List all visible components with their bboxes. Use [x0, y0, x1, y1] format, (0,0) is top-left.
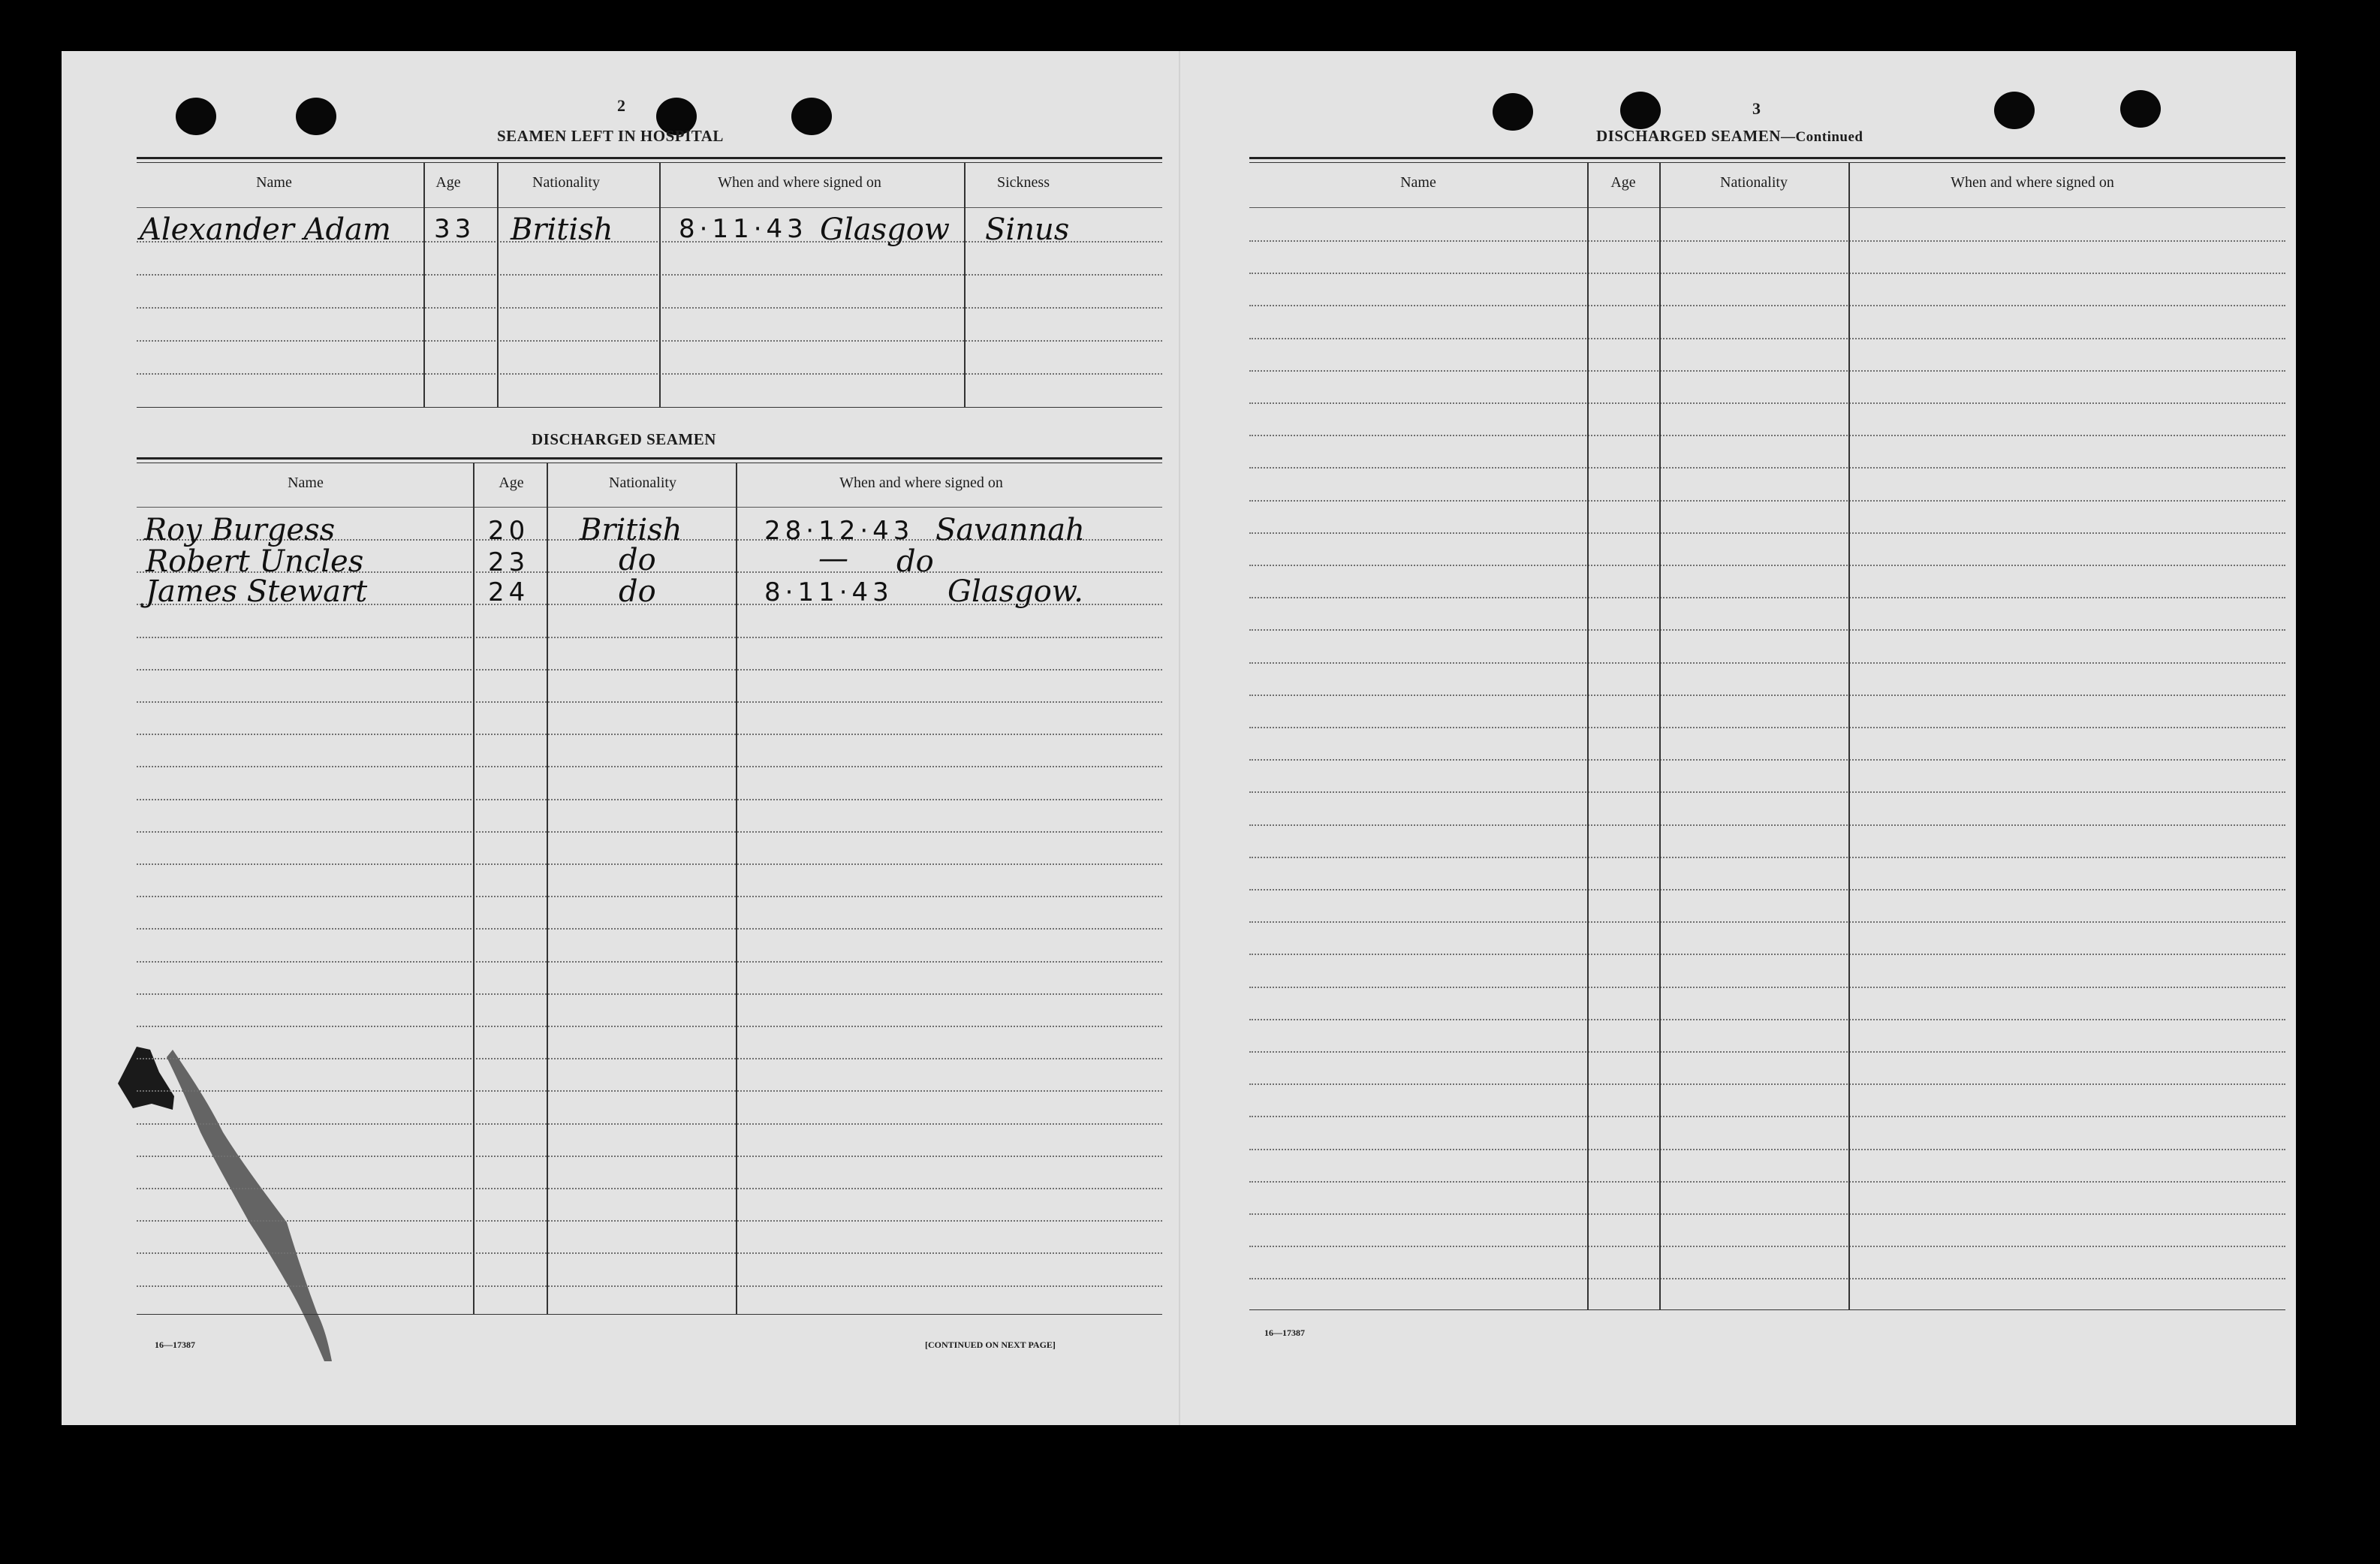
- hospital-nationality: British: [511, 212, 613, 247]
- hospital-place: Glasgow: [820, 212, 950, 247]
- column-header-name: Name: [256, 174, 292, 191]
- header-rule: [137, 507, 1162, 508]
- table-bottom-rule: [137, 407, 1162, 408]
- punch-hole: [1493, 93, 1533, 131]
- row-line: [1249, 1019, 2285, 1020]
- document-sheet: [62, 51, 2296, 1425]
- row-line: [137, 1026, 1162, 1027]
- punch-hole: [1620, 92, 1661, 129]
- hospital-name: Alexander Adam: [140, 212, 391, 247]
- discharged-name: Roy Burgess: [144, 513, 336, 547]
- page-number: 3: [1752, 99, 1761, 118]
- discharged-date: 8·11·43: [764, 577, 893, 607]
- discharged-place: do: [896, 544, 934, 579]
- header-rule: [137, 207, 1162, 208]
- row-line: [137, 1123, 1162, 1125]
- row-line: [137, 1058, 1162, 1059]
- row-line: [1249, 954, 2285, 955]
- row-line: [1249, 1213, 2285, 1215]
- discharged-age: 24: [488, 577, 530, 607]
- column-header-name: Name: [288, 475, 324, 491]
- row-line: [137, 1156, 1162, 1157]
- row-line: [137, 799, 1162, 800]
- row-line: [1249, 273, 2285, 274]
- row-line: [137, 831, 1162, 833]
- row-line: [1249, 370, 2285, 372]
- title-main: DISCHARGED SEAMEN: [1596, 127, 1781, 145]
- ink-stain: [62, 51, 512, 1425]
- row-line: [1249, 240, 2285, 242]
- hospital-sickness: Sinus: [985, 212, 1070, 247]
- continued-note: [CONTINUED ON NEXT PAGE]: [925, 1339, 1056, 1350]
- row-line: [137, 307, 1162, 309]
- row-line: [137, 766, 1162, 767]
- table-bottom-rule: [137, 1314, 1162, 1315]
- title-continued: —Continued: [1780, 129, 1863, 145]
- row-line: [1249, 791, 2285, 793]
- discharged-nationality: do: [619, 543, 656, 577]
- column-divider: [497, 162, 499, 407]
- hospital-date: 8·11·43: [679, 214, 808, 244]
- discharged-nationality: do: [619, 574, 656, 609]
- column-header-sickness: Sickness: [997, 174, 1050, 191]
- row-line: [1249, 532, 2285, 534]
- discharged-place: Savannah: [935, 513, 1085, 547]
- column-header-nationality: Nationality: [1720, 174, 1788, 191]
- discharged-age: 23: [488, 547, 530, 577]
- row-line: [1249, 629, 2285, 631]
- column-header-signed-on: When and where signed on: [718, 174, 881, 191]
- row-line: [1249, 402, 2285, 404]
- row-line: [1249, 1149, 2285, 1150]
- row-line: [1249, 1181, 2285, 1183]
- column-divider: [1587, 162, 1589, 1309]
- row-line: [1249, 1246, 2285, 1247]
- row-line: [1249, 727, 2285, 728]
- column-divider: [547, 463, 548, 1314]
- table-top-rule: [1249, 162, 2285, 163]
- row-line: [137, 637, 1162, 638]
- row-line: [1249, 662, 2285, 664]
- hospital-section-title: SEAMEN LEFT IN HOSPITAL: [497, 127, 724, 145]
- discharged-nationality: British: [580, 513, 682, 547]
- row-line: [1249, 921, 2285, 923]
- row-line: [1249, 597, 2285, 598]
- page-number: 2: [617, 96, 625, 115]
- column-header-nationality: Nationality: [532, 174, 600, 191]
- punch-hole: [1994, 92, 2035, 129]
- row-line: [137, 734, 1162, 735]
- form-number: 16—17387: [155, 1339, 195, 1350]
- table-bottom-rule: [1249, 1309, 2285, 1310]
- row-line: [137, 373, 1162, 375]
- column-header-age: Age: [1610, 174, 1636, 191]
- column-header-age: Age: [435, 174, 461, 191]
- column-divider: [736, 463, 737, 1314]
- row-line: [1249, 435, 2285, 436]
- page-fold: [1179, 51, 1180, 1425]
- header-rule: [1249, 207, 2285, 208]
- row-line: [137, 340, 1162, 342]
- column-header-age: Age: [499, 475, 524, 491]
- hospital-age: 33: [434, 214, 476, 244]
- column-divider: [1659, 162, 1661, 1309]
- table-top-rule: [1249, 157, 2285, 159]
- row-line: [137, 1188, 1162, 1189]
- column-header-signed-on: When and where signed on: [839, 475, 1003, 491]
- discharged-name: James Stewart: [146, 574, 368, 609]
- table-top-rule: [137, 162, 1162, 163]
- column-divider: [473, 463, 474, 1314]
- row-line: [137, 1285, 1162, 1287]
- form-number: 16—17387: [1264, 1327, 1305, 1338]
- row-line: [1249, 305, 2285, 306]
- row-line: [1249, 695, 2285, 696]
- column-header-name: Name: [1400, 174, 1436, 191]
- row-line: [137, 1090, 1162, 1092]
- row-line: [137, 669, 1162, 671]
- row-line: [137, 961, 1162, 963]
- row-line: [137, 274, 1162, 276]
- row-line: [137, 701, 1162, 703]
- row-line: [137, 863, 1162, 865]
- punch-hole: [2120, 90, 2161, 128]
- column-divider: [659, 162, 661, 407]
- column-divider: [1848, 162, 1850, 1309]
- column-header-nationality: Nationality: [609, 475, 676, 491]
- column-divider: [964, 162, 966, 407]
- discharged-place: Glasgow.: [947, 574, 1084, 609]
- discharged-name: Robert Uncles: [146, 544, 364, 579]
- discharged-date: —: [818, 541, 848, 576]
- row-line: [1249, 565, 2285, 566]
- row-line: [1249, 467, 2285, 469]
- row-line: [1249, 987, 2285, 988]
- row-line: [137, 993, 1162, 995]
- discharged-age: 20: [488, 516, 530, 546]
- punch-hole: [791, 98, 832, 135]
- column-divider: [423, 162, 425, 407]
- row-line: [1249, 889, 2285, 890]
- discharged-date: 28·12·43: [764, 516, 914, 546]
- discharged-continued-title: [1596, 127, 1863, 146]
- row-line: [137, 1220, 1162, 1222]
- table-top-rule: [137, 457, 1162, 460]
- row-line: [137, 896, 1162, 897]
- row-line: [1249, 1116, 2285, 1117]
- row-line: [1249, 857, 2285, 858]
- row-line: [1249, 338, 2285, 339]
- row-line: [1249, 1051, 2285, 1053]
- row-line: [137, 928, 1162, 930]
- row-line: [1249, 500, 2285, 502]
- row-line: [1249, 759, 2285, 761]
- discharged-section-title: DISCHARGED SEAMEN: [532, 430, 716, 448]
- column-header-signed-on: When and where signed on: [1951, 174, 2114, 191]
- row-line: [1249, 824, 2285, 826]
- row-line: [137, 1252, 1162, 1254]
- row-line: [1249, 1278, 2285, 1279]
- row-line: [1249, 1083, 2285, 1085]
- table-top-rule: [137, 157, 1162, 159]
